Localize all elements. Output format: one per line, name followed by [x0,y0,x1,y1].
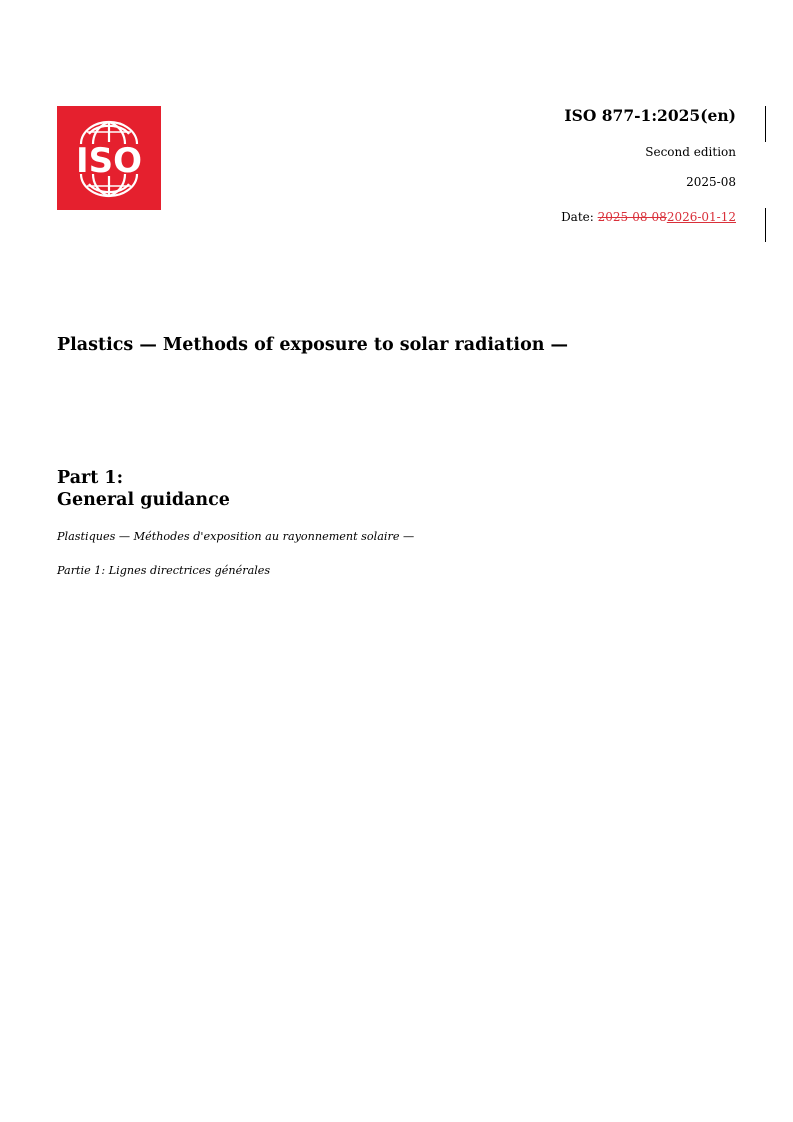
french-main-title: Plastiques — Méthodes d'exposition au rayonnement solaire — [57,530,415,543]
part-title [57,467,230,511]
date-deleted: 2025-08-08 [597,210,667,224]
iso-logo-text: ISO [75,141,143,181]
french-part-title: Partie 1: Lignes directrices générales [57,564,271,577]
document-reference: ISO 877-1:2025(en) [564,106,736,125]
date-label: Date: [561,210,598,224]
part-name: General guidance [57,490,230,510]
part-number: Part 1: [57,468,124,488]
iso-globe-icon [57,106,161,210]
date-field [561,210,736,224]
main-title: Plastics — Methods of exposure to solar radiation — [57,335,569,355]
iso-logo [57,106,161,210]
date-inserted: 2026-01-12 [666,210,736,224]
change-bar [765,208,766,242]
publication-date: 2025-08 [686,175,736,189]
change-bar [765,106,766,142]
edition-label: Second edition [645,145,736,159]
